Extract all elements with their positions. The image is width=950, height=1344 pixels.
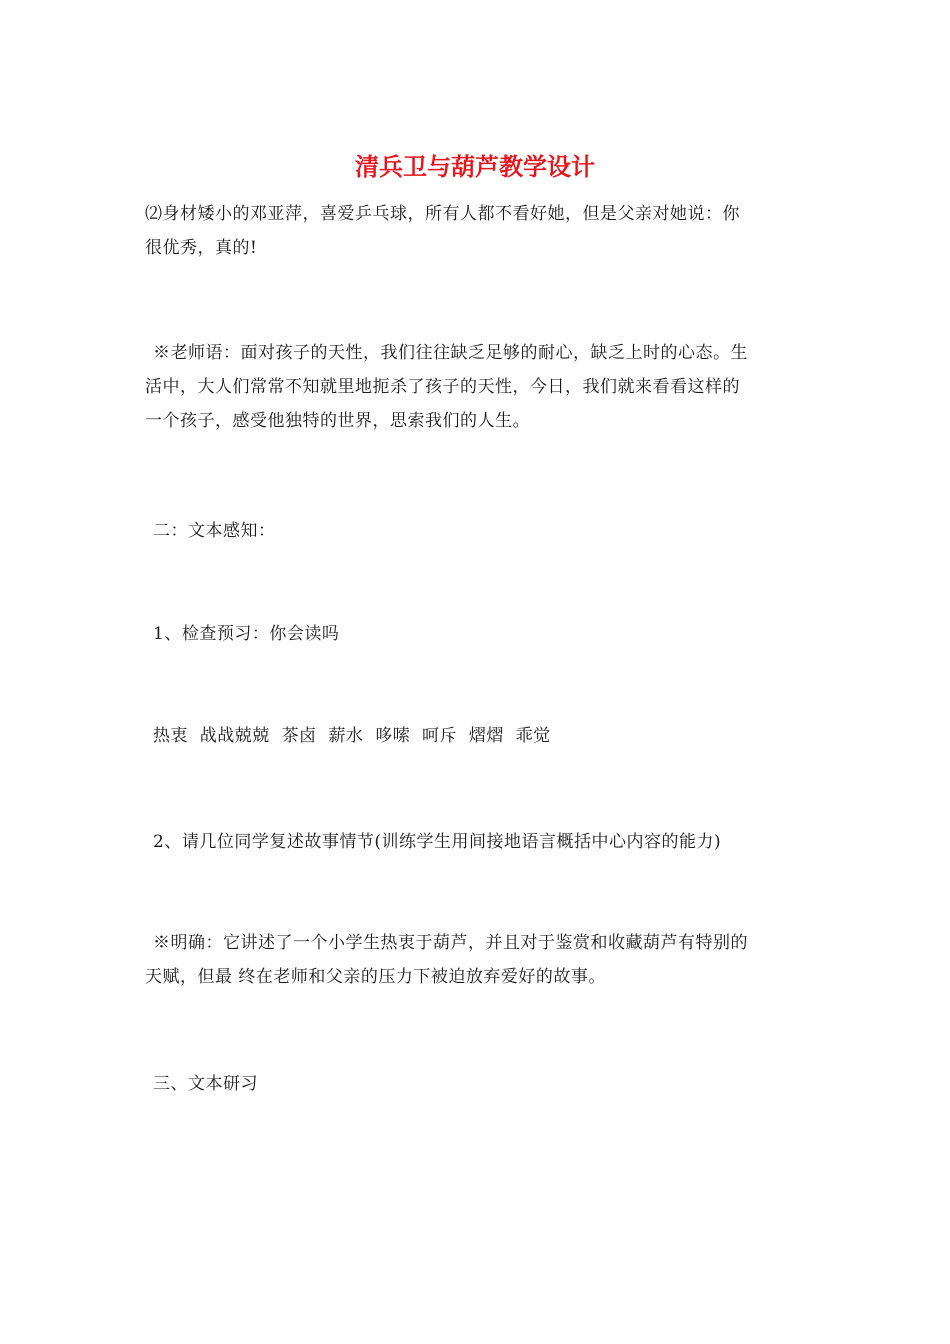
paragraph-teacher-remark [145,336,815,438]
section-heading-text-perception: 二：文本感知： [153,521,276,541]
section-heading-text-study: 三、文本研习 [153,1074,258,1094]
paragraph-clarification [145,926,815,994]
paragraph-line: 天赋，但最 终在老师和父亲的压力下被迫放弃爱好的故事。 [145,967,606,987]
list-item-preview-check: 1、检查预习：你会读吗 [153,624,340,644]
paragraph-line: 活中，大人们常常不知就里地扼杀了孩子的天性，今日，我们就来看看这样的 [145,377,740,397]
paragraph-line: ※明确：它讲述了一个小学生热衷于葫芦，并且对于鉴赏和收藏葫芦有特别的 [153,933,748,953]
paragraph-line: 很优秀，真的! [145,238,258,258]
paragraph-line: ※老师语：面对孩子的天性，我们往往缺乏足够的耐心，缺乏上时的心态。生 [153,343,748,363]
list-item-retell-story: 2、请几位同学复述故事情节(训练学生用间接地语言概括中心内容的能力) [153,832,722,852]
document-title: 清兵卫与葫芦教学设计 [355,153,595,181]
vocabulary-list: 热衷 战战兢兢 茶卤 薪水 哆嗦 呵斥 熠熠 乖觉 [153,726,551,746]
paragraph-deng-yaping [145,197,815,265]
paragraph-line: 一个孩子，感受他独特的世界，思索我们的人生。 [145,411,530,431]
paragraph-line: ⑵身材矮小的邓亚萍，喜爱乒乓球，所有人都不看好她，但是父亲对她说：你 [145,204,740,224]
